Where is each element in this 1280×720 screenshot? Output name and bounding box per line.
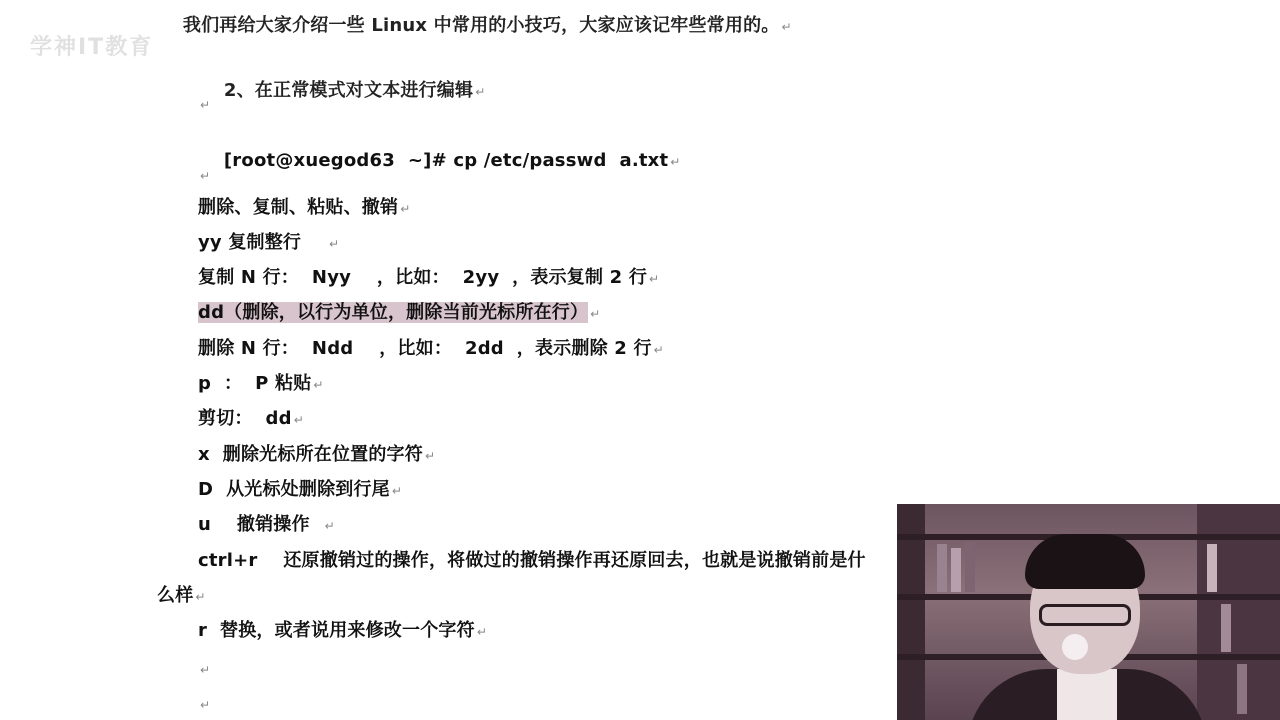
text-line: 删除、复制、粘贴、撤销 ↵ <box>198 197 411 218</box>
text-line: 剪切： dd ↵ <box>198 408 304 429</box>
empty-paragraph: ↵ <box>200 663 211 677</box>
cut-off-line: 我们再给大家介绍一些 Linux 中常用的小技巧，大家应该记牢些常用的。 ↵ <box>182 15 792 36</box>
text-line: ctrl+r 还原撤销过的操作，将做过的撤销操作再还原回去，也就是说撤销前是什 <box>198 550 866 571</box>
text-line: 删除 N 行： Ndd ，比如： 2dd ，表示删除 2 行 ↵ <box>198 338 664 359</box>
text-line: D 从光标处删除到行尾 ↵ <box>198 479 403 500</box>
selection-highlight: dd（删除，以行为单位，删除当前光标所在行） <box>198 302 589 323</box>
watermark-logo: 学神IT教育 <box>30 35 154 60</box>
text-line: r 替换，或者说用来修改一个字符 ↵ <box>198 620 488 641</box>
empty-paragraph: ↵ <box>200 169 211 183</box>
section-heading: 2、在正常模式对文本进行编辑 ↵ <box>223 80 486 101</box>
text-line: x 删除光标所在位置的字符 ↵ <box>198 444 436 465</box>
empty-paragraph: ↵ <box>200 98 211 112</box>
text-line: yy 复制整行 ↵ <box>198 232 340 253</box>
text-line-highlighted: dd（删除，以行为单位，删除当前光标所在行） ↵ <box>198 302 601 323</box>
command-line: [root@xuegod63 ~]# cp /etc/passwd a.txt ↵ <box>223 150 681 171</box>
microphone-icon <box>1062 634 1088 660</box>
webcam-overlay <box>897 504 1280 720</box>
text-line: u 撤销操作 ↵ <box>198 514 335 535</box>
text-line-wrapped: 么样 ↵ <box>157 585 206 606</box>
glasses <box>1039 604 1131 626</box>
empty-paragraph: ↵ <box>200 698 211 712</box>
text-line: 复制 N 行： Nyy ，比如： 2yy ，表示复制 2 行 ↵ <box>198 267 660 288</box>
text-line: p ： P 粘贴 ↵ <box>198 373 324 394</box>
